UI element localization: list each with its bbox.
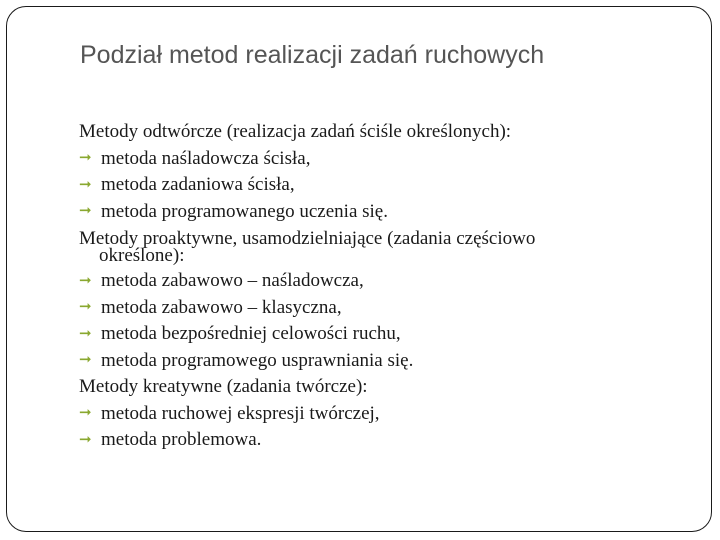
list-item [79, 146, 699, 173]
section-heading: Metody odtwórcze (realizacja zadań ściśle określonych): [79, 121, 512, 142]
list-item-text: metoda zabawowo – naśladowcza, [101, 270, 364, 291]
slide-frame [6, 6, 712, 532]
arrow-bullet-icon: ➞ [79, 150, 92, 167]
list-item [79, 268, 699, 295]
section-heading: Metody kreatywne (zadania twórcze): [79, 376, 368, 397]
slide-title: Podział metod realizacji zadań ruchowych [80, 41, 545, 69]
arrow-bullet-icon: ➞ [79, 272, 92, 289]
arrow-bullet-icon: ➞ [79, 299, 92, 316]
section-heading-text: Metody proaktywne, usamodzielniające (zadania częściowo [79, 228, 536, 249]
list-item-text: metoda zadaniowa ścisła, [101, 174, 295, 195]
list-item-text: metoda bezpośredniej celowości ruchu, [101, 323, 401, 344]
list-item [79, 172, 699, 199]
arrow-bullet-icon: ➞ [79, 176, 92, 193]
arrow-bullet-icon: ➞ [79, 352, 92, 369]
list-item-text: metoda naśladowcza ścisła, [101, 147, 311, 169]
list-item-text: metoda ruchowej ekspresji twórczej, [101, 402, 380, 424]
section-heading-continuation: określone): [99, 245, 185, 266]
slide-content [79, 119, 699, 454]
list-item-text: metoda problemowa. [101, 429, 262, 450]
list-item-text: metoda programowego usprawniania się. [101, 349, 414, 371]
list-item [79, 401, 699, 428]
list-item-text: metoda zabawowo – klasyczna, [101, 296, 342, 318]
section-heading [79, 225, 699, 268]
list-item-text: metoda programowanego uczenia się. [101, 200, 388, 222]
arrow-bullet-icon: ➞ [79, 431, 92, 448]
list-item [79, 295, 699, 322]
list-item [79, 321, 699, 348]
list-item [79, 348, 699, 375]
list-item [79, 199, 699, 226]
arrow-bullet-icon: ➞ [79, 405, 92, 422]
arrow-bullet-icon: ➞ [79, 325, 92, 342]
list-item [79, 427, 699, 454]
arrow-bullet-icon: ➞ [79, 203, 92, 220]
